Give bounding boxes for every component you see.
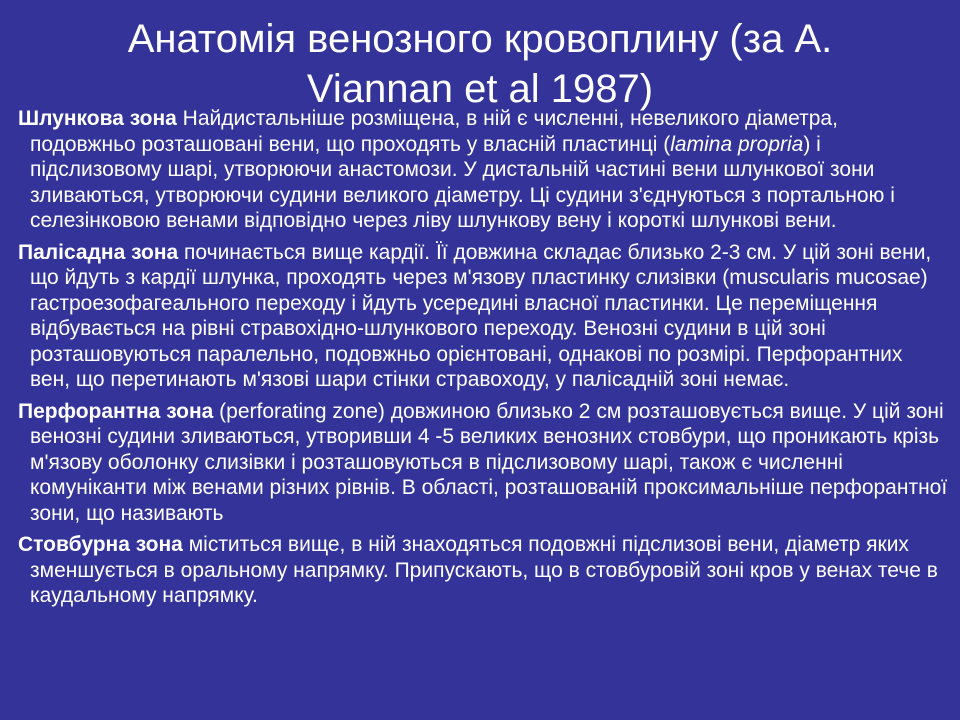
paragraph-palisade-zone — [18, 240, 948, 393]
term-trunk-zone: Стовбурна зона — [18, 533, 183, 556]
paragraph-trunk-zone — [18, 532, 948, 609]
gastric-zone-text-part-2: ) і підслизовому шарі, утворюючи анастомози. У дистальній частині вени шлункової зони зливаються, утворюючи судини великого діаметру. Ці судини з'єднуються з портальною і селезінковою венами відповідно через ліву шлункову вену і короткі шлункові вени. — [30, 132, 895, 232]
trunk-zone-text: міститься вище, в ній знаходяться подовжні підслизові вени, діаметр яких зменшується в оральному напрямку. Припускають, що в стовбуровій зоні кров у венах тече в каудальному напрямку. — [30, 533, 938, 607]
gastric-zone-text-part-1: Найдистальніше розміщена, в ній є численні, невеликого діаметра, подовжньо розташовані вени, що проходять у власній пластинці ( — [30, 107, 838, 156]
slide-title-line-2: Viannan et al 1987) — [306, 67, 654, 111]
slide-content — [18, 106, 948, 613]
term-gastric-zone: Шлункова зона — [18, 107, 177, 130]
perforating-zone-text: (perforating zone) довжиною близько 2 см розташовується вище. У цій зоні венозні судини зливаються, утворивши 4 -5 великих венозних стовбури, що проникають крізь м'язову оболонку слизівки і розташовуються в підслизовому шарі, також є численні комуніканти між венами різних рівнів. В області, розташованій проксимальніше перфорантної зони, що називають — [30, 399, 948, 525]
palisade-zone-text: починається вище кардії. Її довжина складає близько 2-3 см. У цій зоні вени, що йдуть з кардії шлунка, проходять через м'язову пластинку слизівки (muscularis mucosae) гастроезофагеального переходу і йдуть усередині власної пластинки. Це переміщення відбувається на рівні стравохідно-шлункового переходу. Венозні судини в цій зоні розташовуються паралельно, подовжньо орієнтовані, однакові по розмірі. Перфорантних вен, що перетинають м'язові шари стінки стравоходу, у палісадній зоні немає. — [30, 240, 932, 391]
slide-title — [0, 0, 960, 114]
term-perforating-zone: Перфорантна зона — [18, 399, 214, 423]
term-palisade-zone: Палісадна зона — [18, 240, 179, 264]
slide-title-line-1: Анатомія венозного кровоплину (за А. — [127, 17, 833, 61]
gastric-zone-italic-term: lamina propria — [670, 132, 804, 156]
paragraph-perforating-zone — [18, 399, 948, 527]
paragraph-gastric-zone — [18, 106, 948, 234]
